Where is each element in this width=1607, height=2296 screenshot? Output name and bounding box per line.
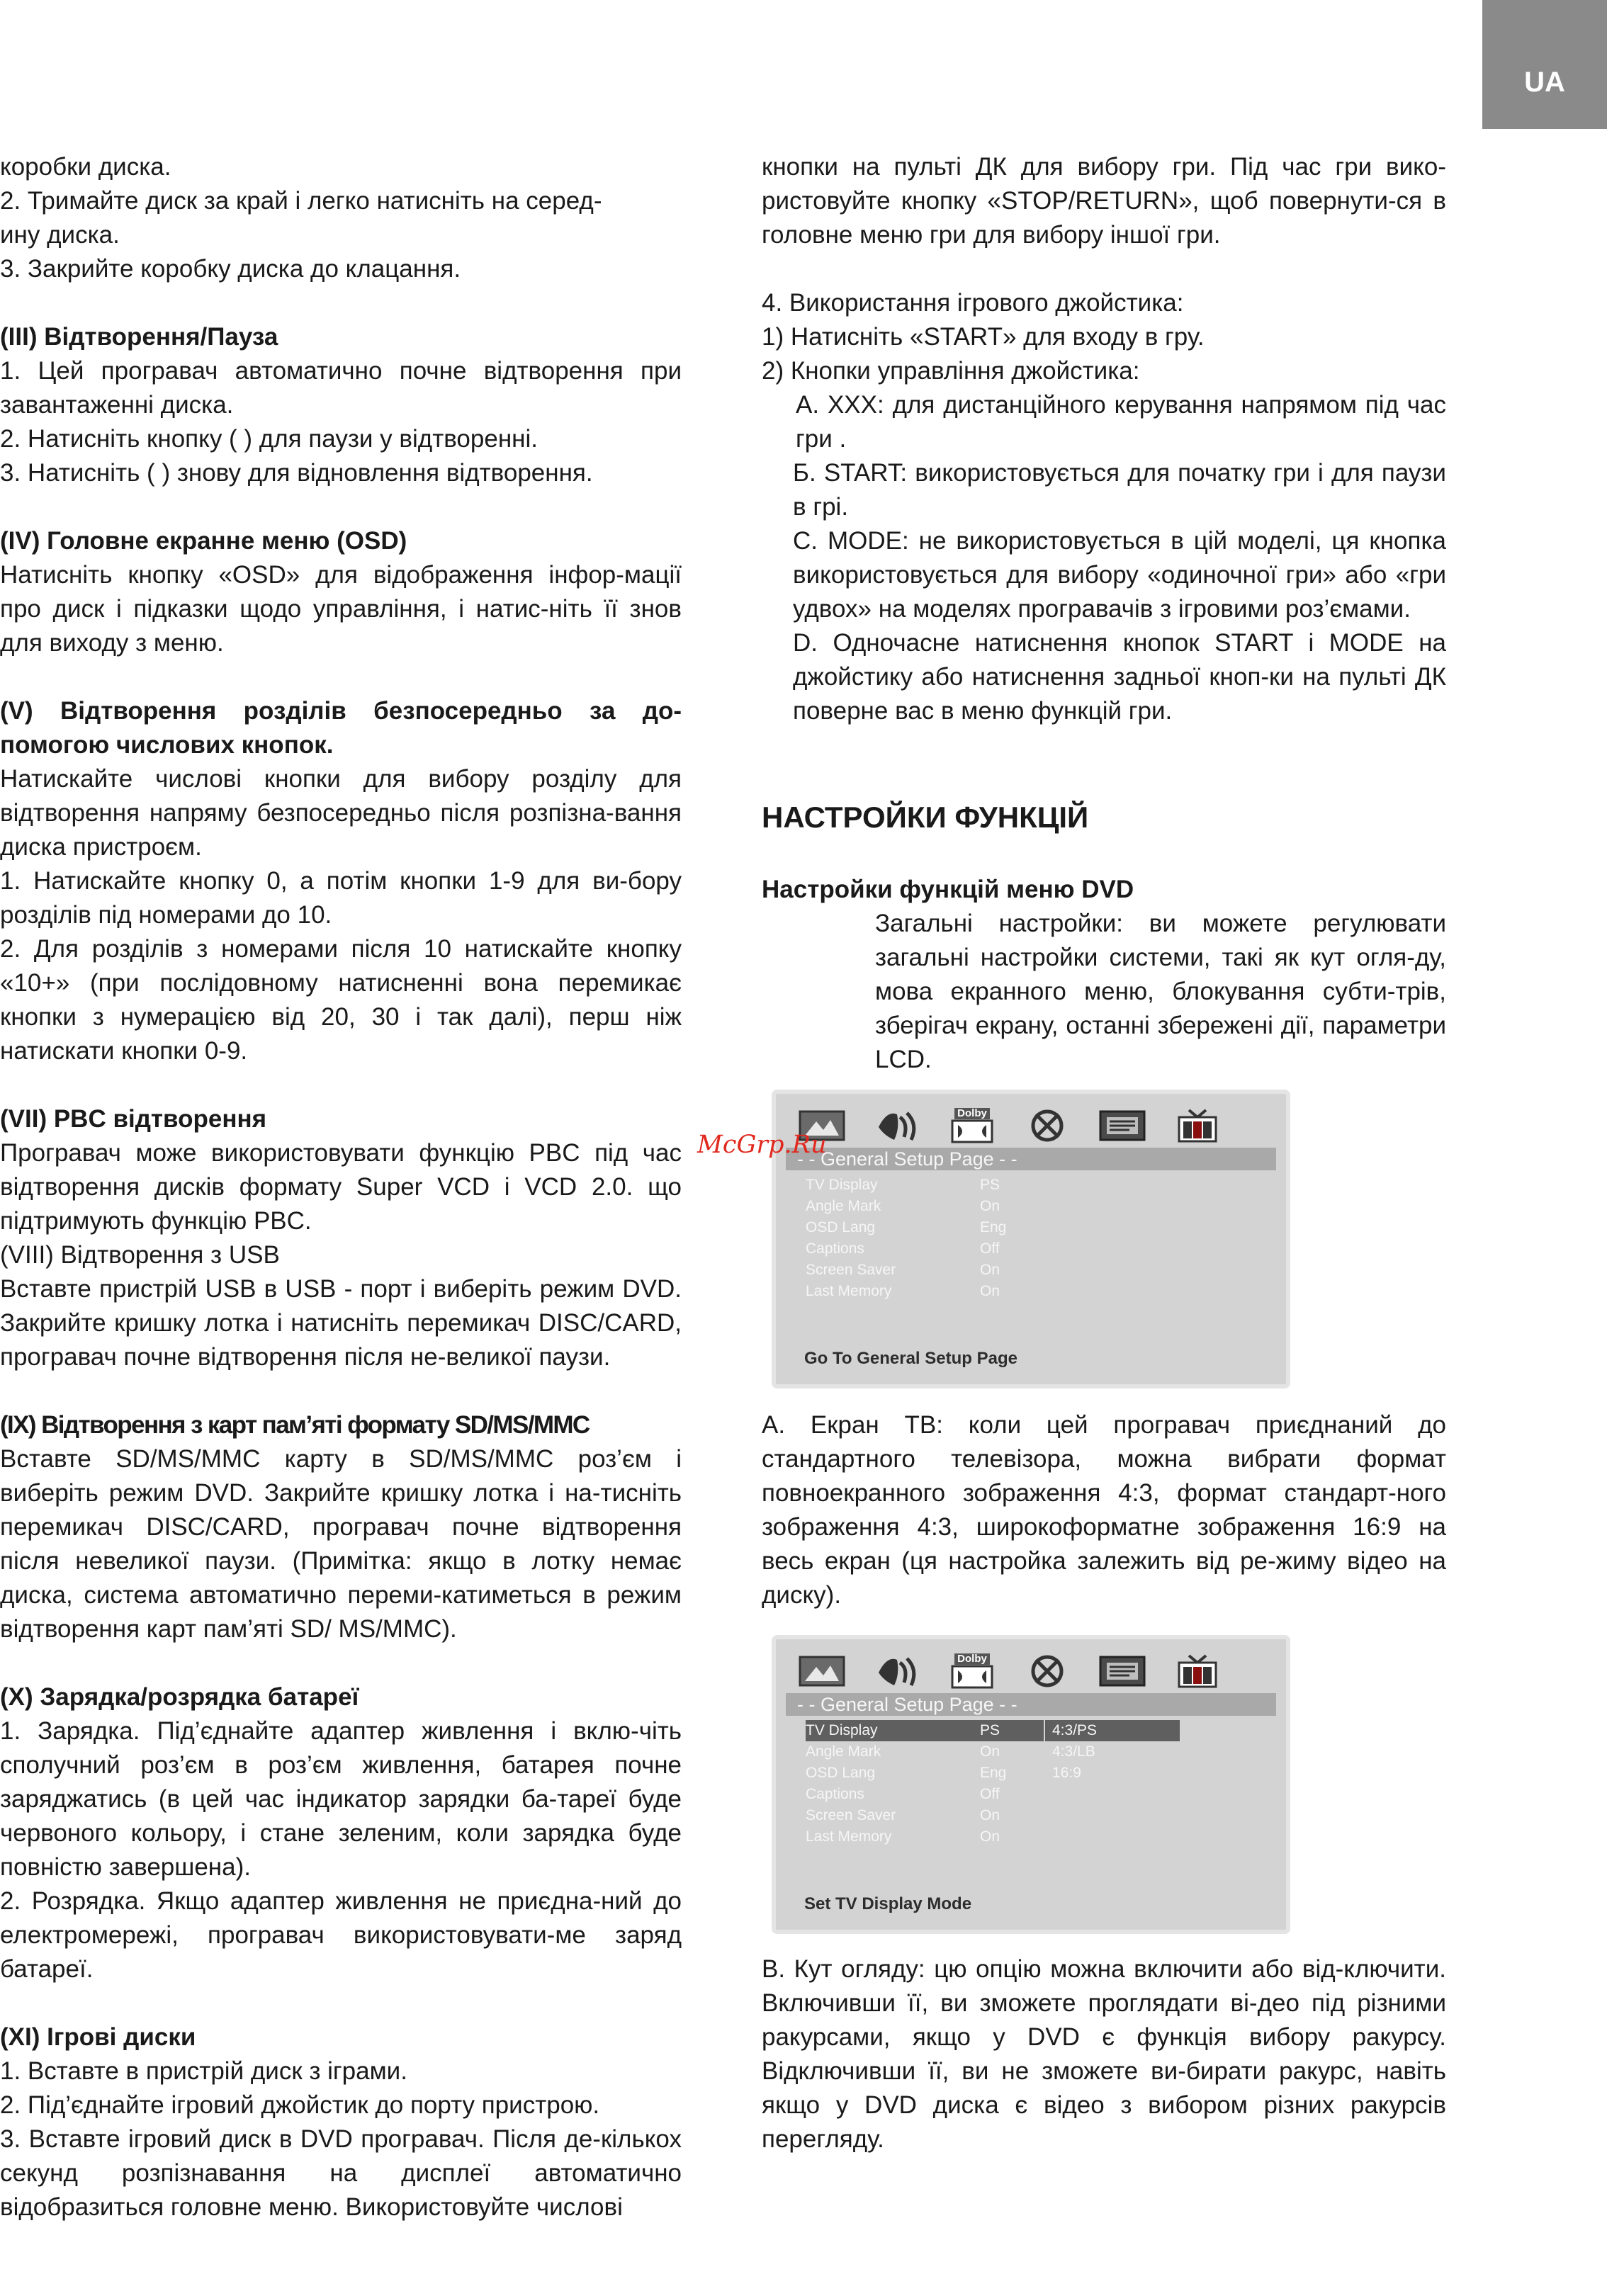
osd-setting-row[interactable] (806, 1281, 1044, 1302)
right-column (762, 150, 1446, 2156)
paragraph: 2. Тримайте диск за край і легко натисніть на серед- (0, 187, 602, 215)
list-item: Б. START: використовується для початку гри і для паузи в грі. (793, 459, 1446, 521)
setting-value: On (980, 1262, 1000, 1278)
paragraph: 3. Натисніть ( ) знову для відновлення відтворення. (0, 459, 593, 487)
section-heading: (IV) Головне екранне меню (OSD) (0, 527, 407, 555)
paragraph: кнопки на пульті ДК для вибору гри. Під час гри вико-ристовуйте кнопку «STOP/RETURN», щоб повернути-ся в головне меню гри для вибору іншої гри. (762, 153, 1446, 249)
setting-value: On (980, 1828, 1000, 1845)
tv-setup-icon (1173, 1651, 1222, 1691)
paragraph: 2. Розрядка. Якщо адаптер живлення не приєдна-ний до електромережі, програвач використовувати-ме заряд батареї. (0, 1887, 682, 1983)
setting-value: On (980, 1198, 1000, 1214)
section-heading: (XI) Ігрові диски (0, 2023, 196, 2051)
paragraph: 3. Вставте ігровий диск в DVD програвач. Після де-кількох секунд розпізнавання на дисплеї автоматично відобразиться головне меню. Використовуйте числові (0, 2125, 682, 2221)
general-setup-icon (797, 1651, 847, 1691)
setting-label: OSD Lang (806, 1219, 876, 1235)
paragraph: Загальні настройки: ви можете регулювати загальні настройки системи, такі як кут огля-ду, мова екранного меню, блокування субти-трів, зберігач екрану, останні збережені дії, параметри LCD. (875, 910, 1446, 1073)
setting-label: Captions (806, 1240, 864, 1257)
osd-icon-bar (797, 1101, 1272, 1150)
setting-value: Eng (980, 1765, 1007, 1781)
video-setup-icon (1098, 1651, 1147, 1691)
osd-settings-list (806, 1175, 1044, 1302)
paragraph: 4. Використання ігрового джойстика: (762, 289, 1184, 317)
dolby-label: Dolby (954, 1653, 990, 1665)
list-item: С. MODE: не використовується в цій моделі, ця кнопка використовується для вибору «одиночної гри» або «гри удвох» на моделях програвачів з ігровими роз’ємами. (793, 527, 1446, 623)
language-tab-label: UA (1524, 66, 1565, 98)
paragraph: А. Екран ТВ: коли цей програвач приєднаний до стандартного телевізора, можна вибрати формат повноекранного зображення 4:3, формат стандарт-ного зображення 4:3, широкоформатне зображення 16:9 на весь екран (ця настройка залежить від ре-жиму відео на диску). (762, 1411, 1446, 1609)
osd-page-title: - - General Setup Page - - (786, 1693, 1276, 1716)
list-item: А. XXX: для дистанційного керування напрямом під час гри . (796, 391, 1446, 453)
setting-label: Screen Saver (806, 1262, 896, 1278)
osd-settings-list (806, 1720, 1044, 1848)
section-heading: (IX) Відтворення з карт пам’яті формату SD/MS/MMC (0, 1411, 590, 1439)
subsection-title: Настройки функцій меню DVD (762, 876, 1134, 903)
osd-setting-row[interactable] (806, 1260, 1044, 1281)
osd-page-title: - - General Setup Page - - (786, 1148, 1276, 1170)
osd-setting-row[interactable] (806, 1175, 1044, 1196)
section-heading: (III) Відтворення/Пауза (0, 323, 278, 351)
left-column (0, 150, 682, 2224)
osd-setting-row[interactable] (806, 1805, 1044, 1826)
setting-label: Last Memory (806, 1283, 892, 1299)
dolby-setup-icon (947, 1651, 997, 1691)
setting-value: On (980, 1283, 1000, 1299)
paragraph: 1. Вставте в пристрій диск з іграми. (0, 2057, 407, 2085)
paragraph: 1. Натискайте кнопку 0, а потім кнопки 1-9 для ви-бору розділів під номерами до 10. (0, 867, 682, 929)
paragraph: 1. Цей програвач автоматично почне відтворення при завантаженні диска. (0, 357, 682, 419)
setting-label: OSD Lang (806, 1765, 876, 1781)
setting-value: Off (980, 1240, 1000, 1257)
osd-status-text: Set TV Display Mode (804, 1894, 972, 1913)
osd-screenshot-tv-display (772, 1635, 1290, 1934)
option-item[interactable]: 16:9 (1052, 1765, 1081, 1781)
setting-label: Last Memory (806, 1828, 892, 1845)
audio-setup-icon (872, 1106, 922, 1146)
language-tab (1482, 0, 1607, 129)
paragraph: 3. Закрийте коробку диска до клацання. (0, 255, 461, 283)
setting-value: On (980, 1743, 1000, 1760)
paragraph: ину диска. (0, 221, 120, 249)
setting-label: Angle Mark (806, 1198, 881, 1214)
osd-setting-row[interactable] (806, 1217, 1044, 1238)
paragraph: коробки диска. (0, 153, 171, 181)
paragraph: 2) Кнопки управління джойстика: (762, 357, 1140, 385)
preference-setup-icon (1022, 1651, 1072, 1691)
osd-setting-row[interactable] (806, 1763, 1044, 1784)
watermark-text: McGrp.Ru (697, 1131, 827, 1159)
tv-setup-icon (1173, 1106, 1222, 1146)
paragraph: 1) Натисніть «START» для входу в гру. (762, 323, 1205, 351)
paragraph: Вставте пристрій USB в USB - порт і виберіть режим DVD. Закрийте кришку лотка і натисніть перемикач DISC/CARD, програвач почне відтворення після не-великої паузи. (0, 1275, 682, 1371)
setting-label: Angle Mark (806, 1743, 881, 1760)
section-heading: (X) Зарядка/розрядка батареї (0, 1683, 359, 1711)
tv-display-options (1045, 1720, 1180, 1784)
video-setup-icon (1098, 1106, 1147, 1146)
paragraph: Натискайте числові кнопки для вибору розділу для відтворення напряму безпосередньо після розпізна-вання диска пристроєм. (0, 765, 682, 861)
setting-label: Captions (806, 1786, 864, 1802)
setting-label: Screen Saver (806, 1807, 896, 1823)
osd-setting-row-selected[interactable] (806, 1720, 1044, 1741)
paragraph: Натисніть кнопку «OSD» для відображення інфор-мації про диск і підказки щодо управління, і натис-ніть її знов для виходу з меню. (0, 561, 682, 657)
option-item-selected[interactable]: 4:3/PS (1045, 1720, 1180, 1741)
section-heading: (V) Відтворення розділів безпосередньо за до-помогою числових кнопок. (0, 697, 682, 759)
paragraph: 2. Натисніть кнопку ( ) для паузи у відтворенні. (0, 425, 538, 453)
dolby-label: Dolby (954, 1108, 990, 1119)
option-item[interactable]: 4:3/LB (1052, 1743, 1095, 1760)
paragraph: (VIII) Відтворення з USB (0, 1241, 280, 1269)
paragraph: Програвач може використовувати функцію PBC під час відтворення дисків формату Super VCD і VCD 2.0. що підтримують функцію PBC. (0, 1139, 682, 1235)
paragraph: 1. Зарядка. Під’єднайте адаптер живлення і вклю-чіть сполучний роз’єм в роз’єм живлення, батарея почне заряджатись (в цей час індикатор зарядки ба-тареї буде червоного кольору, і стане зеленим, коли зарядка буде повністю завершена). (0, 1717, 682, 1881)
dolby-setup-icon (947, 1106, 997, 1146)
osd-status-text: Go To General Setup Page (804, 1349, 1017, 1368)
paragraph: Вставте SD/MS/MMC карту в SD/MS/MMC роз’єм і виберіть режим DVD. Закрийте кришку лотка і на-тисніть перемикач DISC/CARD, програвач почне відтворення після невеликої паузи. (Примітка: якщо в лотку немає диска, система автоматично переми-катиметься в режим відтворення карт пам’яті SD/ MS/MMC). (0, 1445, 682, 1643)
setting-value: On (980, 1807, 1000, 1823)
osd-setting-row[interactable] (806, 1741, 1044, 1763)
setting-value: PS (980, 1177, 1000, 1193)
section-heading: (VII) PBC відтворення (0, 1105, 267, 1133)
osd-setting-row[interactable] (806, 1826, 1044, 1848)
audio-setup-icon (872, 1651, 922, 1691)
setting-label: TV Display (806, 1722, 878, 1738)
setting-label: TV Display (806, 1177, 878, 1193)
paragraph: 2. Під’єднайте ігровий джойстик до порту пристрою. (0, 2091, 600, 2119)
paragraph: 2. Для розділів з номерами після 10 натискайте кнопку «10+» (при послідовному натисненні вона перемикає кнопки з нумерацією від 20, 30 і так далі), перш ніж натискати кнопки 0-9. (0, 935, 682, 1065)
osd-setting-row[interactable] (806, 1196, 1044, 1217)
osd-setting-row[interactable] (806, 1238, 1044, 1260)
setting-value: PS (980, 1722, 1000, 1738)
setting-value: Off (980, 1786, 1000, 1802)
osd-setting-row[interactable] (806, 1784, 1044, 1805)
list-item: D. Одночасне натиснення кнопок START і MODE на джойстику або натиснення задньої кноп-ки на пульті ДК поверне вас в меню функцій гри. (793, 629, 1446, 725)
osd-screenshot-general-setup (772, 1090, 1290, 1389)
setting-value: Eng (980, 1219, 1007, 1235)
section-title: НАСТРОЙКИ ФУНКЦІЙ (762, 801, 1089, 834)
preference-setup-icon (1022, 1106, 1072, 1146)
paragraph: В. Кут огляду: цю опцію можна включити або від-ключити. Включивши її, ви зможете проглядати ві-део під різними ракурсами, якщо у DVD є функція вибору ракурсу. Відключивши її, ви не зможете ви-бирати ракурс, навіть якщо у DVD диска є відео з вибором різних ракурсів перегляду. (762, 1955, 1446, 2153)
osd-icon-bar (797, 1646, 1272, 1696)
